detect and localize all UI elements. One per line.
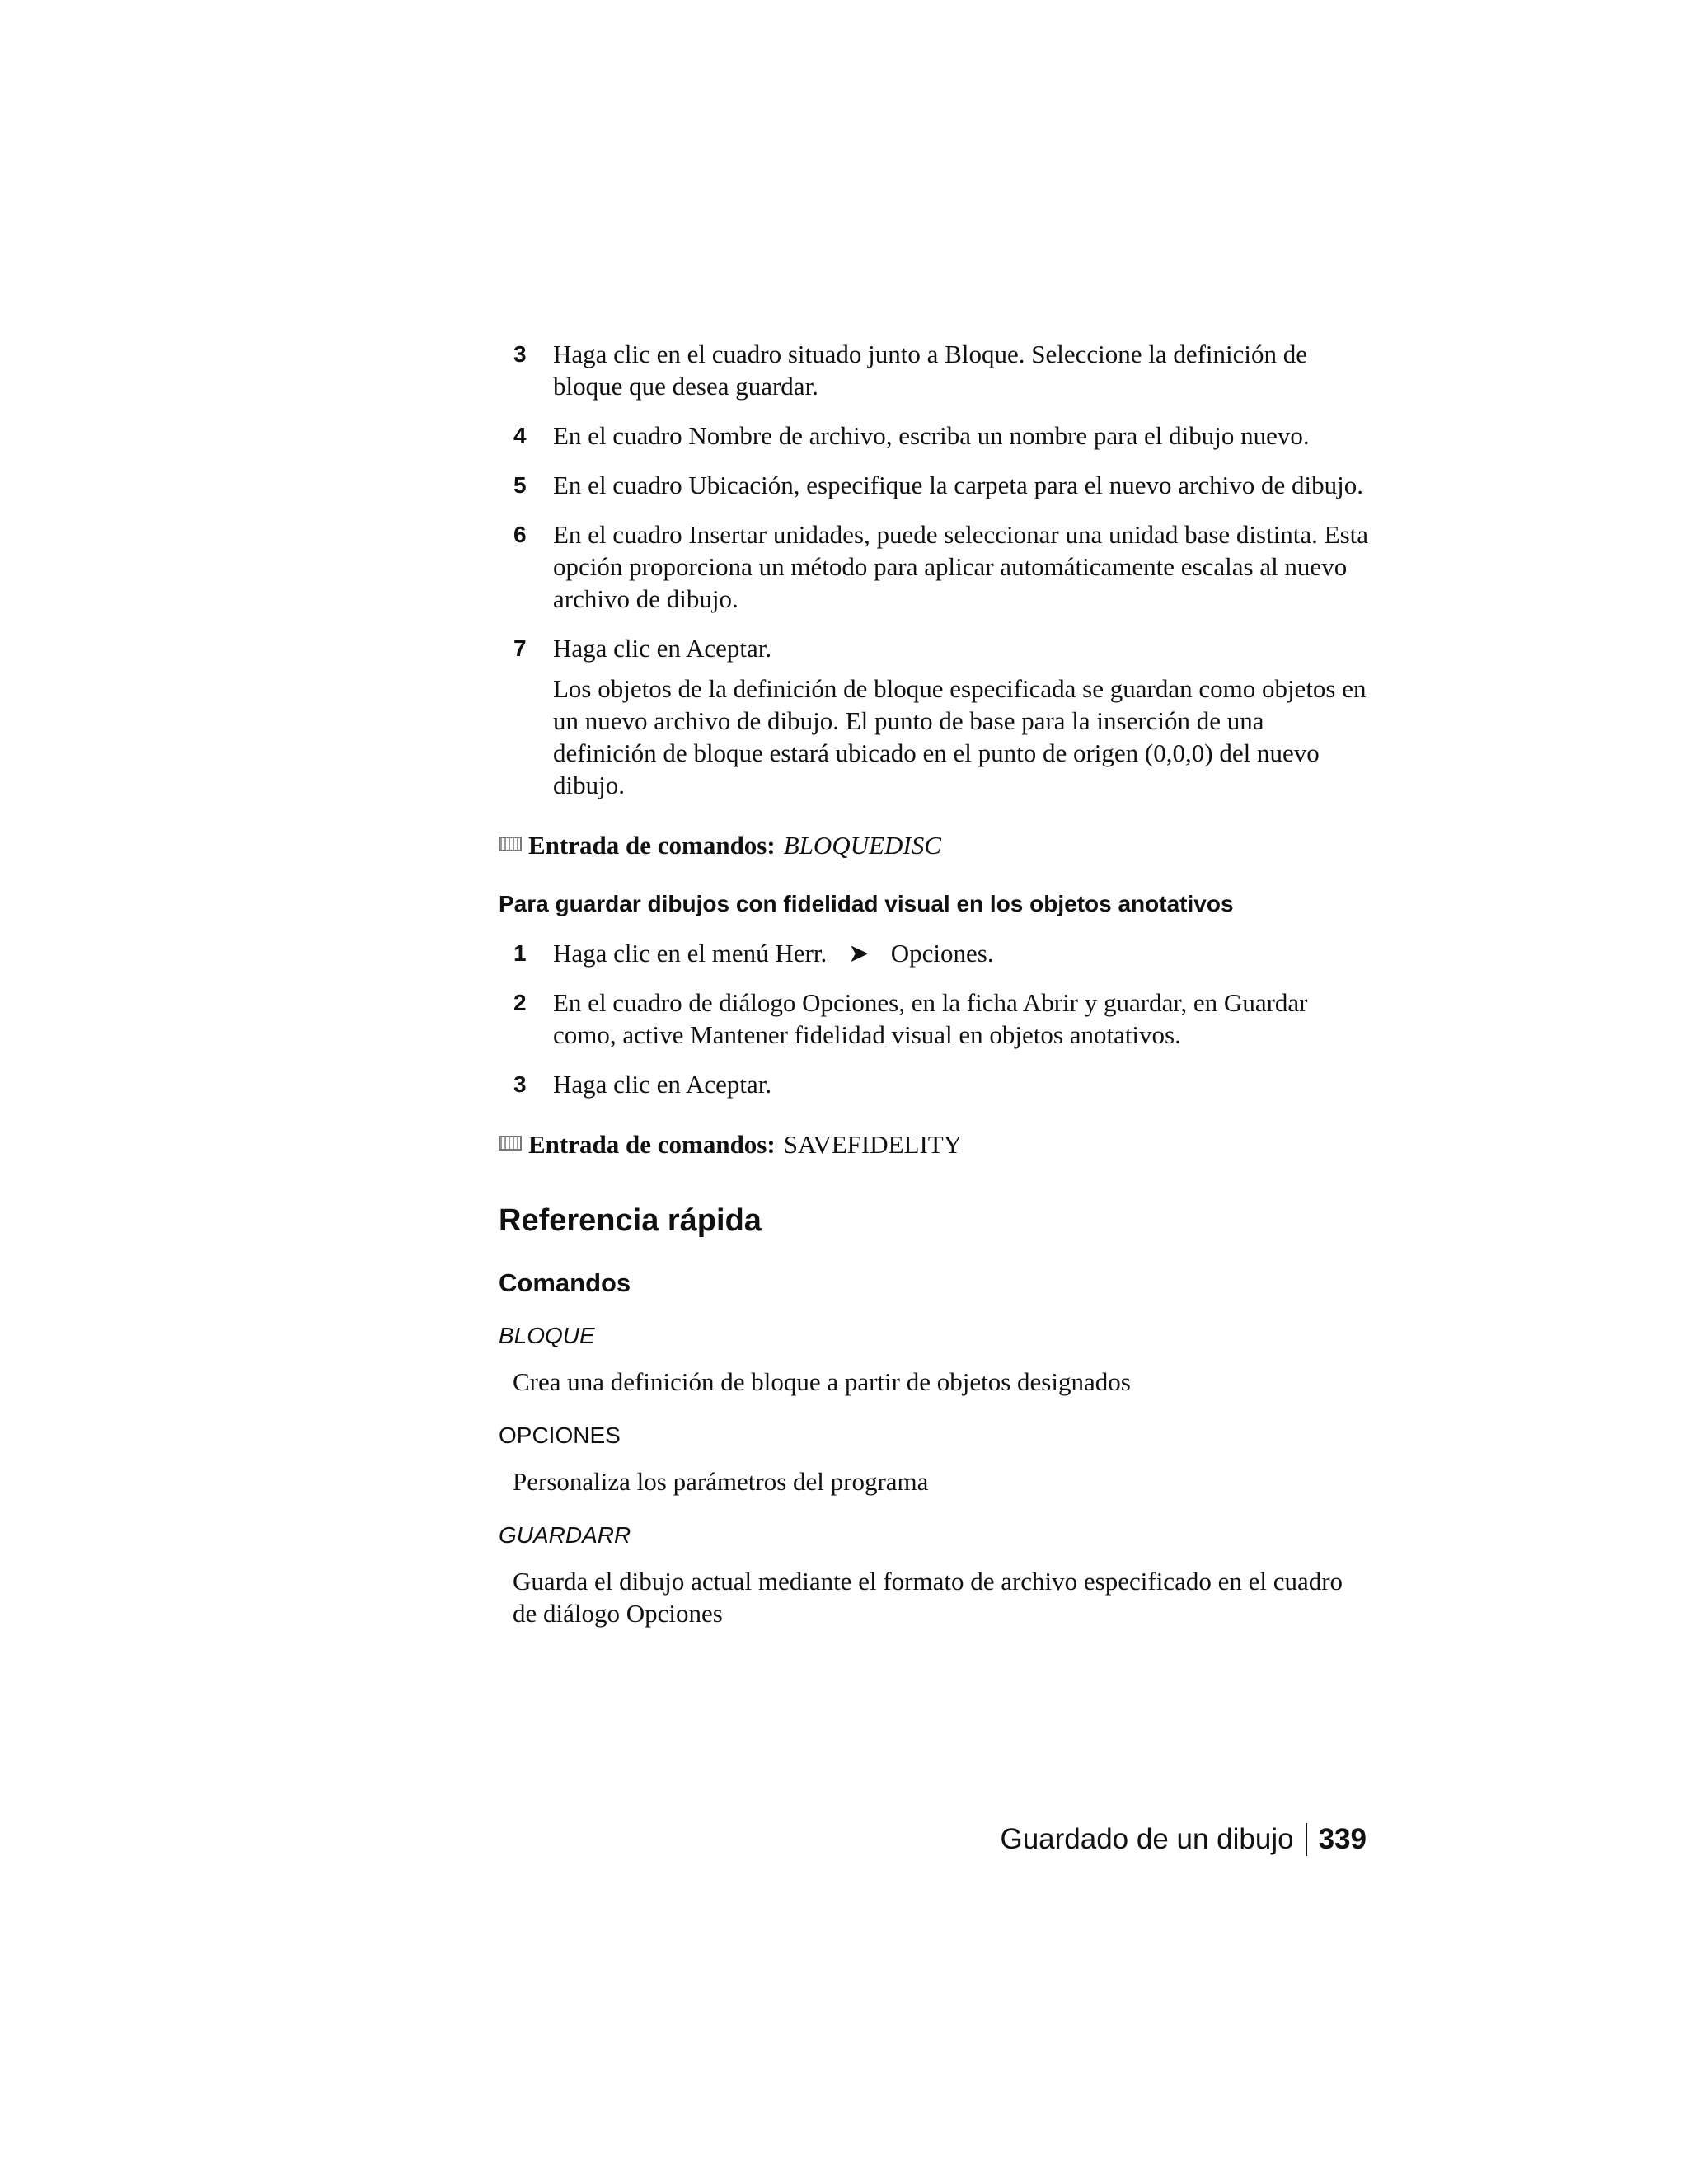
step-2 bbox=[499, 987, 1372, 1051]
section-title: Referencia rápida bbox=[499, 1203, 762, 1238]
command-name: BLOQUEDISC bbox=[783, 831, 941, 860]
command-entry-bloquedisc bbox=[499, 829, 1372, 861]
step-1 bbox=[499, 937, 1372, 969]
menu-arrow-icon: ➤ bbox=[848, 939, 870, 968]
step-text: Haga clic en Aceptar. bbox=[553, 634, 772, 663]
step-text: En el cuadro Insertar unidades, puede seleccionar una unidad base distinta. Esta opción proporciona un método para aplicar automáticamente escalas al nuevo archivo de dibujo. bbox=[553, 520, 1369, 613]
step-number: 6 bbox=[513, 522, 527, 547]
command-description: Crea una definición de bloque a partir de objetos designados bbox=[513, 1367, 1131, 1396]
step-number: 3 bbox=[513, 341, 527, 367]
menu-path-end: Opciones. bbox=[890, 939, 994, 968]
step-text: Haga clic en el cuadro situado junto a Bloque. Seleccione la definición de bloque que desea guardar. bbox=[553, 340, 1308, 401]
command-name: SAVEFIDELITY bbox=[783, 1130, 963, 1159]
command-description: Guarda el dibujo actual mediante el formato de archivo especificado en el cuadro de diálogo Opciones bbox=[513, 1567, 1343, 1628]
step-number: 7 bbox=[513, 635, 527, 661]
step-text bbox=[553, 937, 1372, 969]
command-entry-label: Entrada de comandos: bbox=[528, 831, 776, 860]
step-number: 2 bbox=[513, 990, 527, 1015]
step-result-paragraph: Los objetos de la definición de bloque especificada se guardan como objetos en un nuevo archivo de dibujo. El punto de base para la inserción de una definición de bloque estará ubicado en el punto de origen (0,0,0) del nuevo dibujo. bbox=[553, 674, 1367, 799]
step-number: 5 bbox=[513, 472, 527, 498]
step-text: En el cuadro Nombre de archivo, escriba un nombre para el dibujo nuevo. bbox=[553, 421, 1310, 450]
menu-path-start: Haga clic en el menú Herr. bbox=[553, 939, 828, 968]
command-term: OPCIONES bbox=[499, 1422, 621, 1448]
step-number: 3 bbox=[513, 1071, 527, 1097]
procedure-title: Para guardar dibujos con fidelidad visual en los objetos anotativos bbox=[499, 891, 1234, 916]
command-term: BLOQUE bbox=[499, 1323, 595, 1348]
step-text: En el cuadro Ubicación, especifique la carpeta para el nuevo archivo de dibujo. bbox=[553, 471, 1363, 499]
page-number: 339 bbox=[1318, 1823, 1367, 1855]
subsection-title: Comandos bbox=[499, 1268, 631, 1297]
command-entry-label: Entrada de comandos: bbox=[528, 1130, 776, 1159]
step-number: 4 bbox=[513, 423, 527, 448]
page-footer bbox=[1000, 1823, 1367, 1856]
step-text: Haga clic en Aceptar. bbox=[553, 1070, 772, 1099]
command-description: Personaliza los parámetros del programa bbox=[513, 1467, 929, 1496]
command-entry-savefidelity bbox=[499, 1128, 1372, 1160]
keyboard-icon bbox=[499, 1136, 522, 1151]
keyboard-icon bbox=[499, 837, 522, 851]
step-text: En el cuadro de diálogo Opciones, en la ficha Abrir y guardar, en Guardar como, active Mantener fidelidad visual en objetos anotativos. bbox=[553, 988, 1308, 1049]
step-5 bbox=[499, 469, 1372, 501]
step-3b bbox=[499, 1068, 1372, 1100]
step-6 bbox=[499, 518, 1372, 615]
page-content bbox=[499, 338, 1372, 1629]
footer-divider bbox=[1306, 1823, 1307, 1856]
step-number: 1 bbox=[513, 940, 527, 966]
chapter-title: Guardado de un dibujo bbox=[1000, 1823, 1294, 1855]
command-term: GUARDARR bbox=[499, 1522, 631, 1548]
step-4 bbox=[499, 419, 1372, 452]
step-7 bbox=[499, 632, 1372, 801]
step-3 bbox=[499, 338, 1372, 402]
